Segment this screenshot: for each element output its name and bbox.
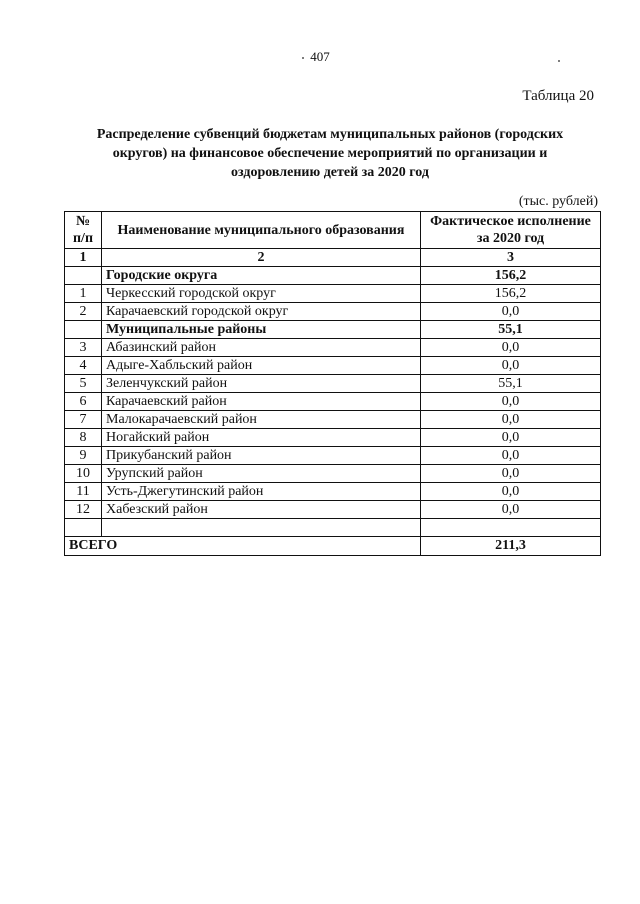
table-row	[65, 339, 601, 357]
empty-cell	[65, 519, 102, 537]
table-body	[65, 249, 601, 556]
row-name: Малокарачаевский район	[102, 411, 421, 429]
row-number: 5	[65, 375, 102, 393]
group-name: Муниципальные районы	[102, 321, 421, 339]
row-value: 0,0	[421, 339, 601, 357]
row-number: 1	[65, 285, 102, 303]
row-name: Адыге-Хабльский район	[102, 357, 421, 375]
total-label: ВСЕГО	[65, 537, 421, 556]
row-name: Зеленчукский район	[102, 375, 421, 393]
row-value: 0,0	[421, 303, 601, 321]
row-value: 0,0	[421, 411, 601, 429]
table-row	[65, 429, 601, 447]
column-number-row	[65, 249, 601, 267]
row-name: Хабезский район	[102, 501, 421, 519]
row-name: Карачаевский район	[102, 393, 421, 411]
row-value: 55,1	[421, 375, 601, 393]
table-row	[65, 501, 601, 519]
table-row	[65, 393, 601, 411]
row-number: 3	[65, 339, 102, 357]
row-name: Абазинский район	[102, 339, 421, 357]
row-value: 0,0	[421, 501, 601, 519]
empty-cell	[421, 519, 601, 537]
row-name: Черкесский городской округ	[102, 285, 421, 303]
table-label: Таблица 20	[522, 88, 594, 104]
table-row	[65, 483, 601, 501]
row-value: 156,2	[421, 285, 601, 303]
row-number: 9	[65, 447, 102, 465]
column-number: 2	[102, 249, 421, 267]
row-value: 0,0	[421, 357, 601, 375]
group-total: 55,1	[421, 321, 601, 339]
page-number: 407	[310, 49, 330, 64]
row-value: 0,0	[421, 483, 601, 501]
table-row	[65, 375, 601, 393]
row-number: 11	[65, 483, 102, 501]
row-number: 7	[65, 411, 102, 429]
units-label: (тыс. рублей)	[518, 194, 598, 209]
row-value: 0,0	[421, 447, 601, 465]
column-number: 1	[65, 249, 102, 267]
row-number: 10	[65, 465, 102, 483]
table-header-row	[65, 212, 601, 249]
table-row	[65, 357, 601, 375]
empty-cell	[102, 519, 421, 537]
header-name: Наименование муниципального образования	[102, 212, 421, 249]
group-num-cell	[65, 267, 102, 285]
document-title: Распределение субвенций бюджетам муниципальных районов (городских округов) на финансовое обеспечение мероприятий по организации и оздоровлению детей за 2020 год	[96, 127, 564, 180]
budget-table	[64, 211, 601, 556]
row-number: 8	[65, 429, 102, 447]
row-name: Прикубанский район	[102, 447, 421, 465]
empty-row	[65, 519, 601, 537]
column-number: 3	[421, 249, 601, 267]
group-total: 156,2	[421, 267, 601, 285]
row-value: 0,0	[421, 429, 601, 447]
table-row	[65, 285, 601, 303]
row-number: 4	[65, 357, 102, 375]
group-row	[65, 267, 601, 285]
group-row	[65, 321, 601, 339]
header-value: Фактическое исполнение за 2020 год	[421, 212, 601, 249]
header-num: № п/п	[65, 212, 102, 249]
row-number: 12	[65, 501, 102, 519]
row-value: 0,0	[421, 393, 601, 411]
table-row	[65, 447, 601, 465]
table-row	[65, 411, 601, 429]
row-name: Карачаевский городской округ	[102, 303, 421, 321]
table-row	[65, 465, 601, 483]
table-row	[65, 303, 601, 321]
row-number: 2	[65, 303, 102, 321]
group-num-cell	[65, 321, 102, 339]
row-value: 0,0	[421, 465, 601, 483]
row-number: 6	[65, 393, 102, 411]
row-name: Усть-Джегутинский район	[102, 483, 421, 501]
row-name: Урупский район	[102, 465, 421, 483]
total-value: 211,3	[421, 537, 601, 556]
group-name: Городские округа	[102, 267, 421, 285]
total-row	[65, 537, 601, 556]
row-name: Ногайский район	[102, 429, 421, 447]
